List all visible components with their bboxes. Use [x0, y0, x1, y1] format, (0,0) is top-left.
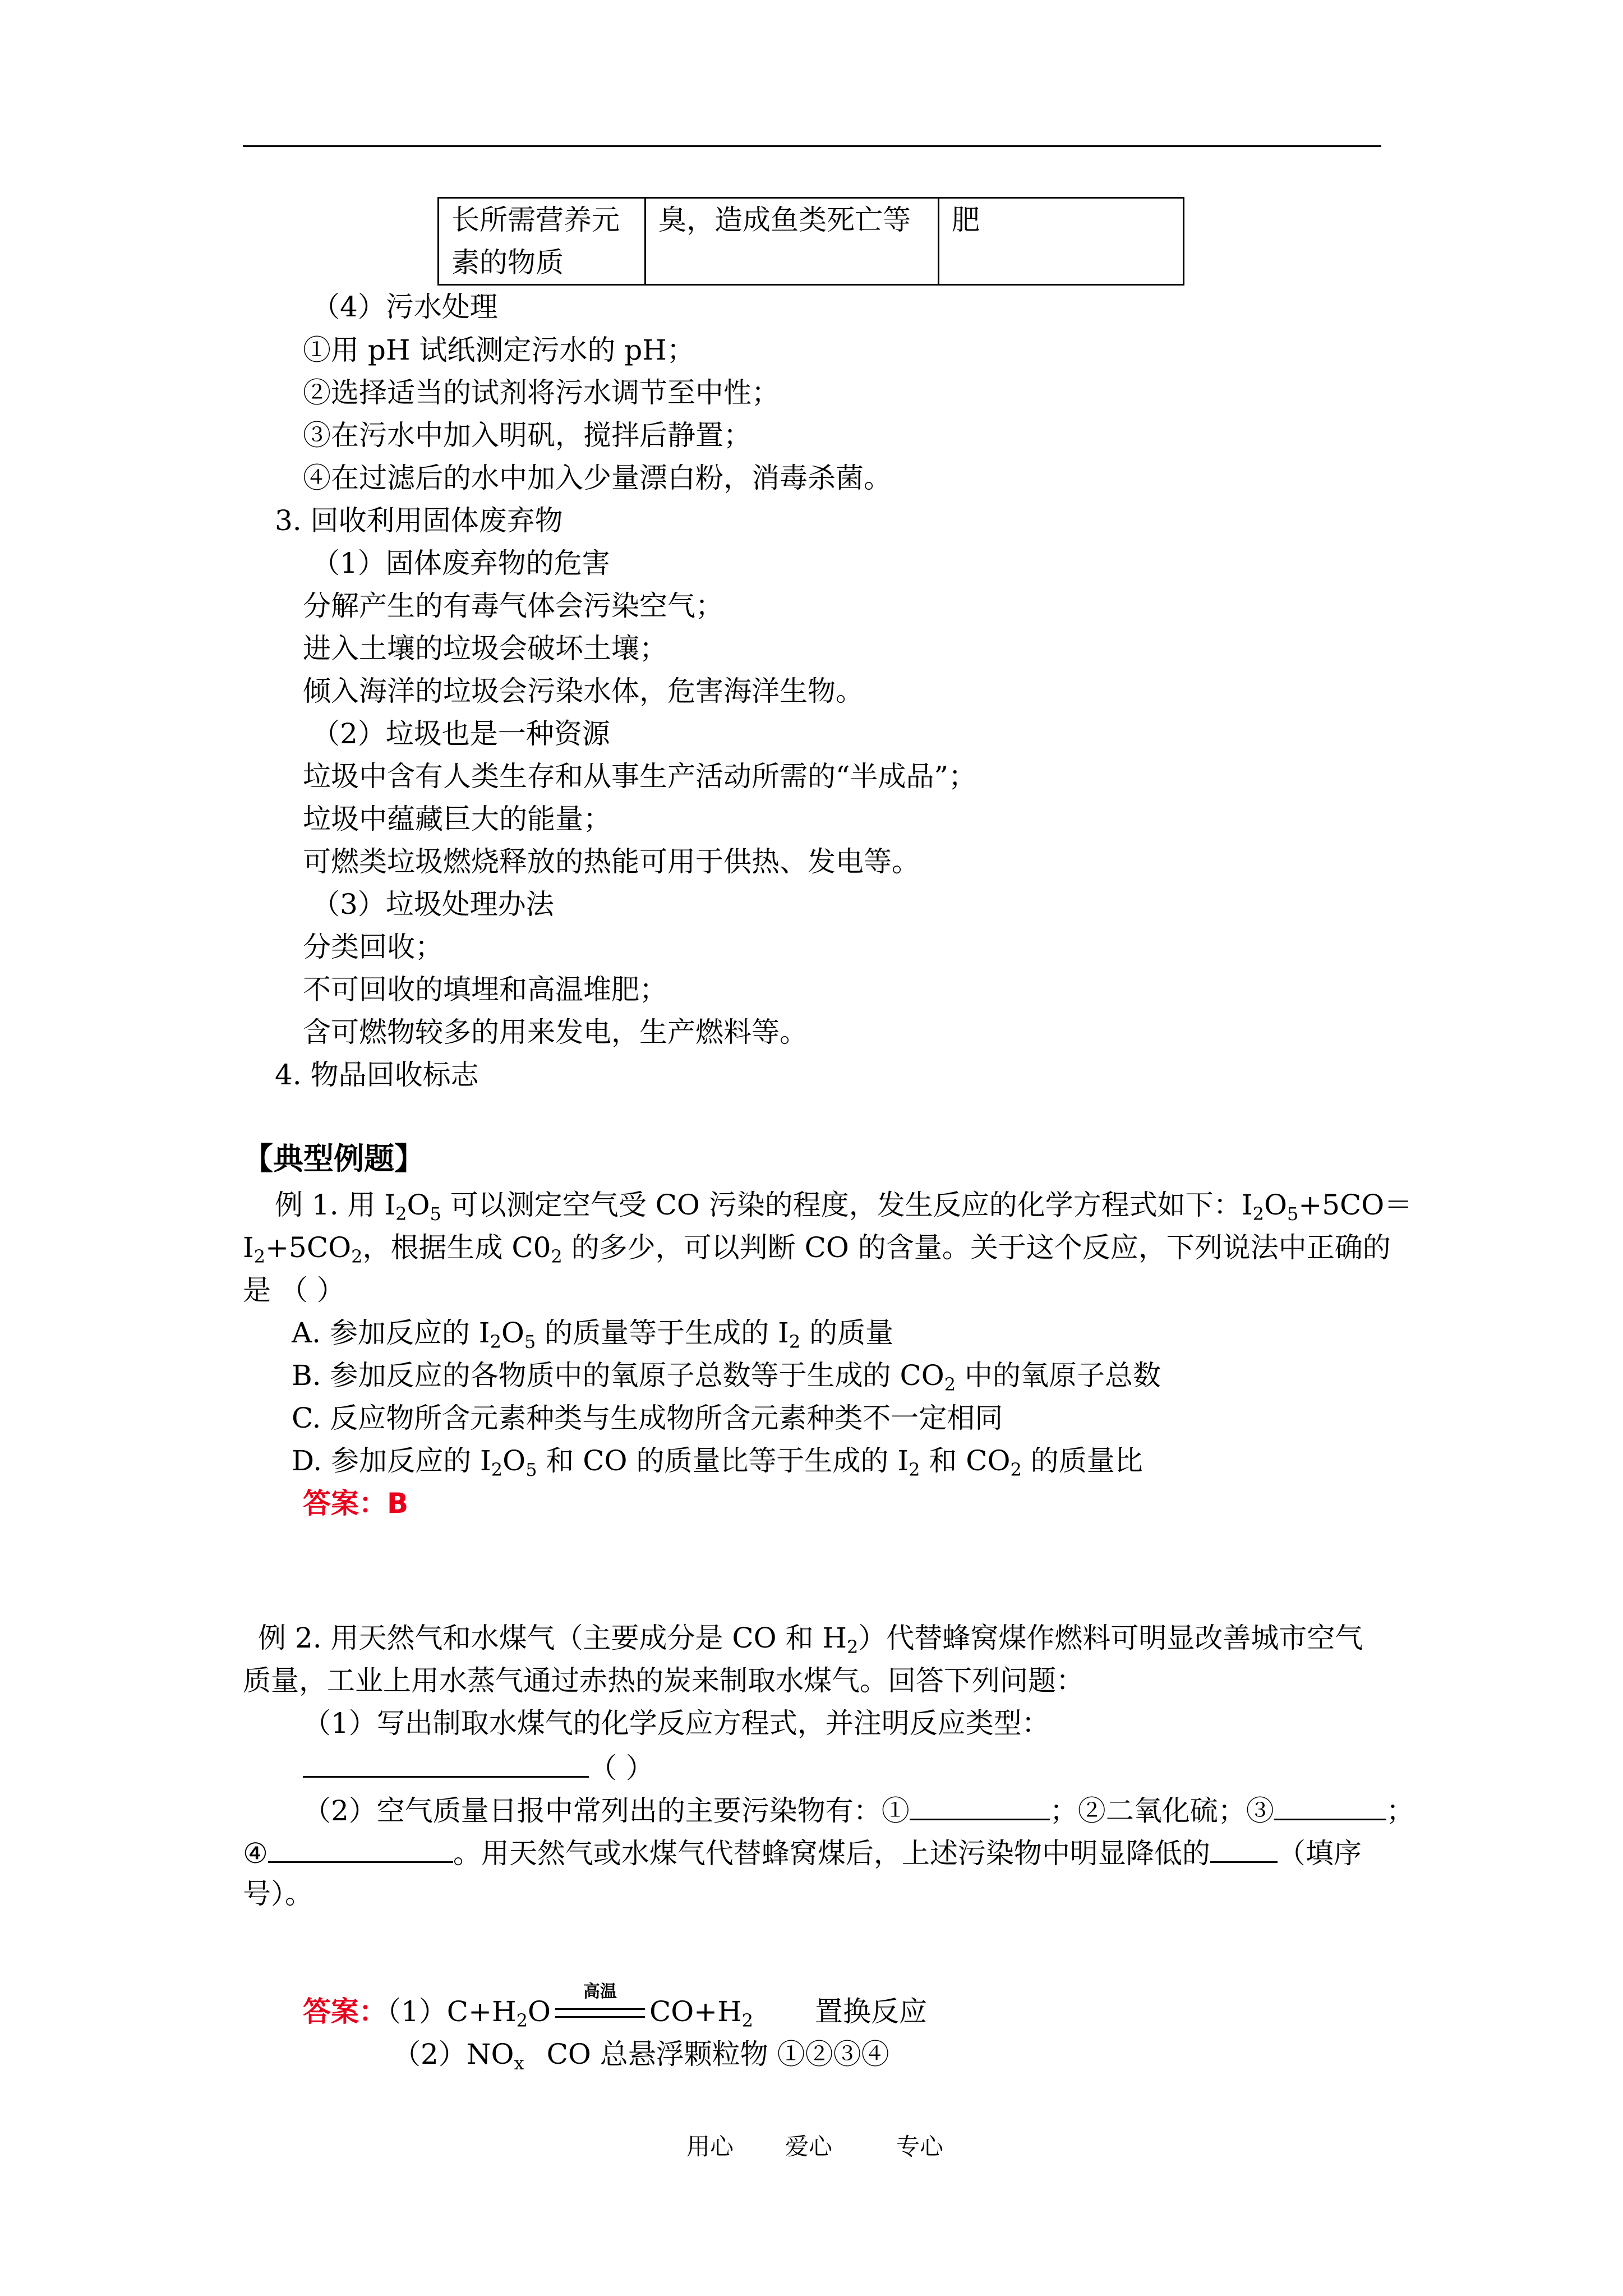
harm-item: 倾入海洋的垃圾会污染水体，危害海洋生物。	[303, 675, 864, 707]
example-2-answer-line-2: $(2)NO_x$ CO 总悬浮颗粒物 ①②③④	[393, 2038, 889, 2074]
method-item: 分类回收；	[303, 931, 443, 963]
example-2-line-1: 例 2. 用天然气和水煤气（主要成分是 CO 和 $H_2$）代替蜂窝煤作燃料可明显改善城市空气	[258, 1622, 1363, 1658]
answer-blank[interactable]	[910, 1792, 1050, 1820]
reaction-condition-arrow: 高温	[555, 2000, 645, 2027]
question-2-line-1: （2）空气质量日报中常列出的主要污染物有：① ；②二氧化硫；③ ；	[303, 1792, 1414, 1828]
table-row	[439, 198, 1184, 285]
example-1-answer: 答案：B	[303, 1487, 409, 1520]
section-3-sub1: （1）固体废弃物的危害	[312, 547, 610, 579]
sewage-step: ①用 pH 试纸测定污水的 pH；	[303, 334, 695, 366]
table-cell: 臭，造成鱼类死亡等	[645, 198, 939, 285]
method-item: 含可燃物较多的用来发电，生产燃料等。	[303, 1016, 808, 1048]
section-3-sub2: （2）垃圾也是一种资源	[312, 717, 610, 750]
harm-item: 分解产生的有毒气体会污染空气；	[303, 590, 723, 622]
answer-blank[interactable]	[1274, 1792, 1386, 1820]
resource-item: 垃圾中蕴藏巨大的能量；	[303, 803, 611, 835]
sewage-title: （4）污水处理	[312, 291, 498, 323]
table-cell: 长所需营养元素的物质	[439, 198, 645, 285]
footer-text-1: 用心	[686, 2133, 734, 2160]
example-2-line-2: 质量，工业上用水蒸气通过赤热的炭来制取水煤气。回答下列问题：	[243, 1664, 1084, 1697]
pollution-table-fragment	[437, 197, 1184, 286]
section-3-sub3: （3）垃圾处理办法	[312, 888, 554, 921]
table-cell: 肥	[939, 198, 1184, 285]
sewage-step: ②选择适当的试剂将污水调节至中性；	[303, 376, 780, 409]
question-1: （1）写出制取水煤气的化学反应方程式，并注明反应类型：	[303, 1707, 1050, 1740]
header-rule	[243, 145, 1381, 147]
question-1-answer-line: （ ）	[303, 1749, 654, 1785]
option-b: B. 参加反应的各物质中的氧原子总数等于生成的 $CO_2$ 中的氧原子总数	[292, 1359, 1161, 1395]
option-c: C. 反应物所含元素种类与生成物所含元素种类不一定相同	[292, 1402, 1003, 1434]
option-d: D. 参加反应的 $I_2O_5$ 和 CO 的质量比等于生成的 $I_2$ 和 $CO_2$ 的质量比	[292, 1444, 1143, 1480]
harm-item: 进入土壤的垃圾会破坏土壤；	[303, 632, 667, 665]
option-a: A. 参加反应的 $I_2O_5$ 的质量等于生成的 $I_2$ 的质量	[292, 1317, 894, 1352]
answer-blank[interactable]	[1210, 1834, 1278, 1863]
section-4-title: 4. 物品回收标志	[275, 1059, 479, 1091]
sewage-step: ④在过滤后的水中加入少量漂白粉，消毒杀菌。	[303, 462, 892, 494]
example-2-answer-line-1: 答案：$(1)C+H_2O$ 高温 $CO+H_2$ 置换反应	[303, 1982, 928, 2031]
question-2-line-3: 号）。	[243, 1878, 313, 1910]
footer-text-3: 专心	[896, 2133, 944, 2160]
section-3-title: 3. 回收利用固体废弃物	[275, 504, 563, 537]
example-1-line-3: 是 （ ）	[243, 1274, 345, 1306]
example-1-line-2: $I_2+5CO_2$，根据生成 $C0_2$ 的多少，可以判断 CO 的含量。关于这个反应，下列说法中正确的	[243, 1231, 1391, 1267]
resource-item: 垃圾中含有人类生存和从事生产活动所需的“半成品”；	[303, 760, 977, 793]
method-item: 不可回收的填埋和高温堆肥；	[303, 973, 667, 1006]
question-2-line-2: ④ 。用天然气或水煤气代替蜂窝煤后，上述污染物中明显降低的 （填序	[243, 1834, 1362, 1870]
footer-text-2: 爱心	[785, 2133, 833, 2160]
answer-blank[interactable]	[303, 1749, 589, 1778]
sewage-step: ③在污水中加入明矾，搅拌后静置；	[303, 419, 751, 452]
example-1-line-1: 例 1. 用 $I_2O_5$ 可以测定空气受 CO 污染的程度，发生反应的化学方程式如下：$I_2O_5+5CO=$	[275, 1189, 1413, 1225]
examples-heading: 【典型例题】	[243, 1141, 425, 1176]
answer-blank[interactable]	[268, 1834, 453, 1863]
resource-item: 可燃类垃圾燃烧释放的热能可用于供热、发电等。	[303, 845, 920, 878]
